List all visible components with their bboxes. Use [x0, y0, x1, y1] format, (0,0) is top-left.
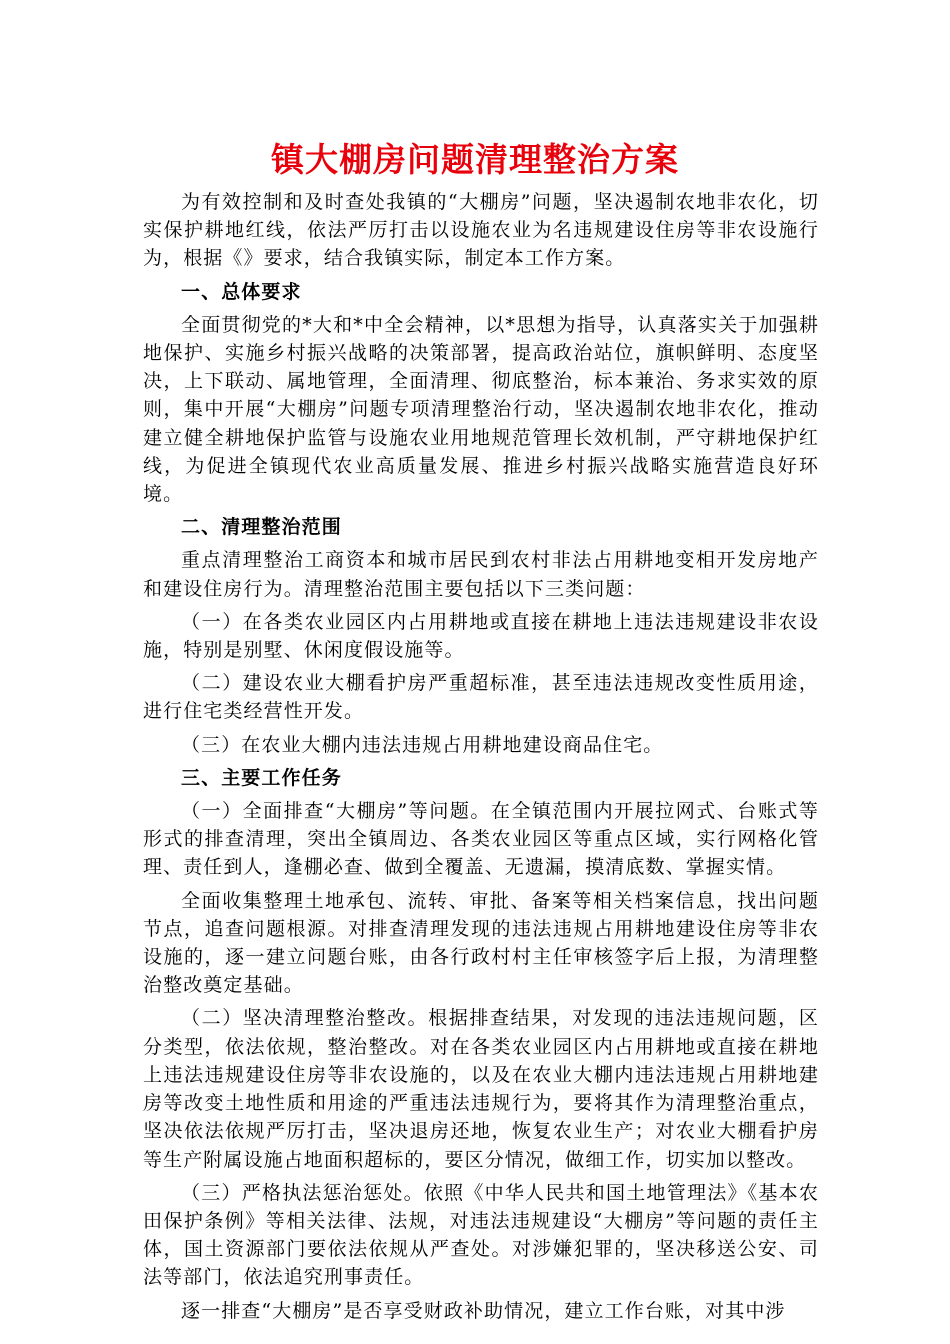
document-body — [143, 188, 819, 1330]
paragraph: （一）在各类农业园区内占用耕地或直接在耕地上违法违规建设非农设施，特别是别墅、休闲度假设施等。 — [143, 610, 819, 662]
paragraph: 重点清理整治工商资本和城市居民到农村非法占用耕地变相开发房地产和建设住房行为。清理整治范围主要包括以下三类问题： — [143, 549, 819, 600]
paragraph: 全面贯彻党的*大和*中全会精神，以*思想为指导，认真落实关于加强耕地保护、实施乡村振兴战略的决策部署，提高政治站位，旗帜鲜明、态度坚决，上下联动、属地管理，全面清理、彻底整治，标本兼治、务求实效的原则，集中开展“大棚房”问题专项清理整治行动，坚决遏制农地非农化，推动建立健全耕地保护监管与设施农业用地规范管理长效机制，严守耕地保护红线，为促进全镇现代农业高质量发展、推进乡村振兴战略实施营造良好环境。 — [143, 313, 819, 506]
section-heading: 二、清理整治范围 — [181, 516, 342, 539]
paragraph: （二）建设农业大棚看护房严重超标准，甚至违法违规改变性质用途，进行住宅类经营性开发。 — [143, 672, 819, 723]
paragraph: 全面收集整理土地承包、流转、审批、备案等相关档案信息，找出问题节点，追查问题根源。对排查清理发现的违法违规占用耕地建设住房等非农设施的，逐一建立问题台账，由各行政村村主任审核签字后上报，为清理整治整改奠定基础。 — [143, 889, 819, 997]
paragraph: （三）在农业大棚内违法违规占用耕地建设商品住宅。 — [181, 733, 664, 756]
paragraph: （三）严格执法惩治惩处。依照《中华人民共和国土地管理法》《基本农田保护条例》等相关法律、法规，对违法违规建设“大棚房”等问题的责任主体，国土资源部门要依法依规从严查处。对涉嫌犯罪的，坚决移送公安、司法等部门，依法追究刑事责任。 — [143, 1181, 819, 1289]
paragraph: （二）坚决清理整治整改。根据排查结果，对发现的违法违规问题，区分类型，依法依规，整治整改。对在各类农业园区内占用耕地或直接在耕地上违法违规建设住房等非农设施的，以及在农业大棚内违法违规占用耕地建房等改变土地性质和用途的严重违法违规行为，要将其作为清理整治重点，坚决依法依规严厉打击，坚决退房还地，恢复农业生产；对农业大棚看护房等生产附属设施占地面积超标的，要区分情况，做细工作，切实加以整改。 — [143, 1007, 819, 1171]
section-heading: 一、总体要求 — [181, 280, 302, 303]
document-title: 镇大棚房问题清理整治方案 — [271, 140, 679, 179]
paragraph: 为有效控制和及时查处我镇的“大棚房”问题，坚决遏制农地非农化，切实保护耕地红线，依法严厉打击以设施农业为名违规建设住房等非农设施行为，根据《》要求，结合我镇实际，制定本工作方案。 — [143, 191, 819, 270]
section-heading: 三、主要工作任务 — [181, 766, 342, 789]
paragraph: 逐一排查“大棚房”是否享受财政补助情况，建立工作台账，对其中涉 — [181, 1299, 786, 1322]
paragraph: （一）全面排查“大棚房”等问题。在全镇范围内开展拉网式、台账式等形式的排查清理，突出全镇周边、各类农业园区等重点区域，实行网格化管理、责任到人，逢棚必查、做到全覆盖、无遗漏，摸清底数、掌握实情。 — [143, 800, 819, 879]
